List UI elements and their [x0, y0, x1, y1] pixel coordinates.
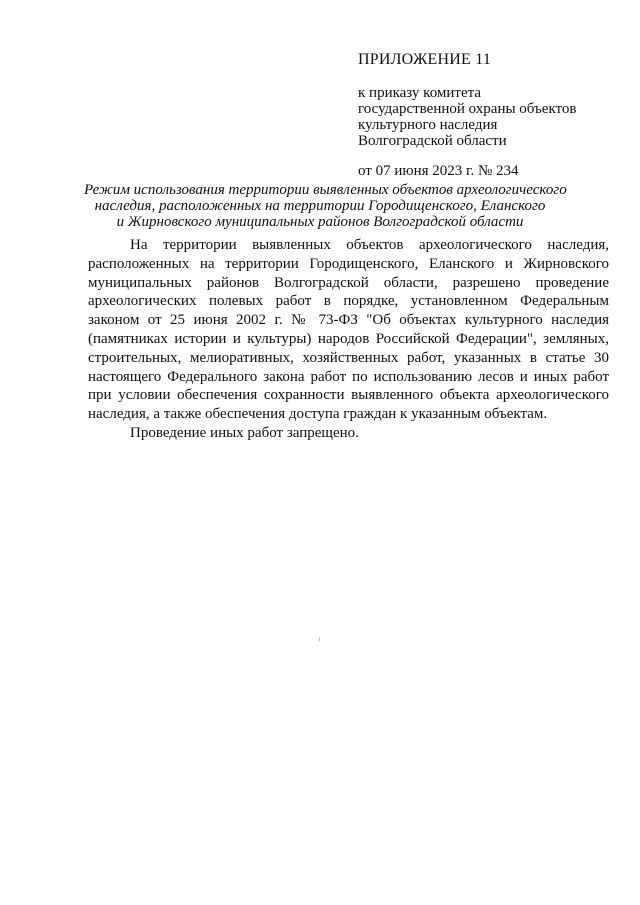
heading-line: наследия, расположенных на территории Городищенского, Еланского: [94, 198, 546, 214]
body-paragraph: Проведение иных работ запрещено.: [130, 424, 359, 441]
order-date-number: от 07 июня 2023 г. № 234: [358, 163, 519, 179]
annex-line: к приказу комитета: [358, 85, 482, 101]
annex-title: ПРИЛОЖЕНИЕ 11: [358, 51, 492, 68]
document-heading: [84, 182, 567, 230]
body-paragraph: На территории выявленных объектов археологического наследия, расположенных на территории Городищенского, Еланского и Жирновского муниципальных районов Волгоградской области, разрешено проведение археологических полевых работ в порядке, установленном Федеральным законом от 25 июня 2002 г. № 73-ФЗ "Об объектах культурного наследия (памятниках истории и культуры) народов Российской Федерации", земляных, строительных, мелиоративных, хозяйственных работ, указанных в статье 30 настоящего Федерального закона работ по использованию лесов и иных работ при условии обеспечения сохранности выявленного объекта археологического наследия, а также обеспечения доступа граждан к указанным объектам.: [88, 237, 609, 423]
annex-line: государственной охраны объектов: [358, 101, 577, 117]
annex-line: культурного наследия: [358, 117, 498, 133]
heading-line: и Жирновского муниципальных районов Волгоградской области: [116, 214, 524, 230]
heading-line: Режим использования территории выявленных объектов археологического: [84, 182, 567, 198]
document-body: [88, 236, 609, 443]
annex-block: [358, 52, 618, 179]
annex-line: Волгоградской области: [358, 133, 507, 149]
center-mark: [319, 638, 320, 641]
